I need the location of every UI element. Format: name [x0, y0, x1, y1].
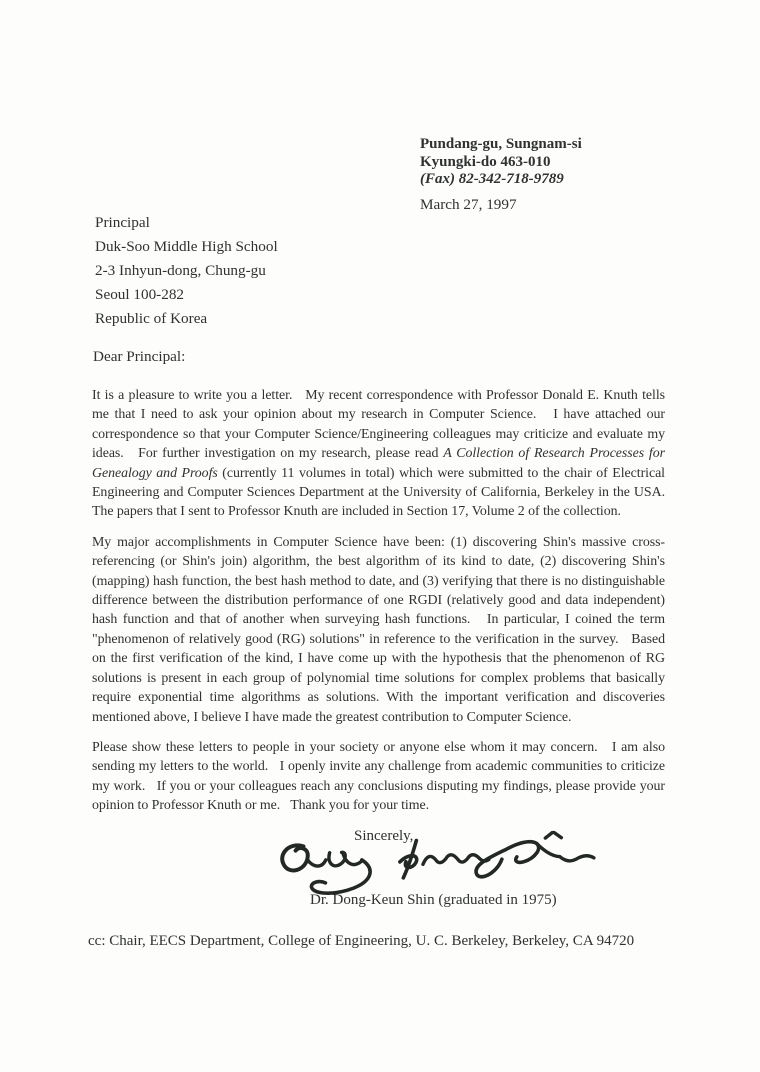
sender-address-block: [420, 136, 582, 213]
book-title-italic: A Collection of Research Processes for Genealogy and Proofs: [92, 446, 669, 481]
letter-date: March 27, 1997: [420, 195, 517, 213]
valediction: Sincerely,: [354, 827, 414, 844]
cc-line: cc: Chair, EECS Department, College of Engineering, U. C. Berkeley, Berkeley, CA 94720: [88, 932, 635, 949]
recipient-address-block: [95, 211, 278, 331]
paragraph-2: My major accomplishments in Computer Science have been: (1) discovering Shin's massive cross-referencing (or Shin's join) algorithm, the best algorithm of its kind to date, (2) discovering Shin's (mapping) hash function, the best hash method to date, and (3) verifying that there is no distinguishable difference between the distribution performance of one RGDI (relatively good and data independent) hash function and that of another when surveying hash functions. In particular, I coined the term "phenomenon of relatively good (RG) solutions" in reference to the verification in the survey. Based on the first verification of the kind, I have come up with the hypothesis that the phenomenon of RG solutions is present in each group of polynomial time solutions for complex problems that basically require exponential time algorithms as solutions. With the important verification and discoveries mentioned above, I believe I have made the greatest contribution to Computer Science.: [92, 534, 669, 725]
paragraph-1-text-continued: (currently 11 volumes in total) which were submitted to the chair of Electrical Engineering and Computer Sciences Department at the University of California, Berkeley in the USA. The papers that I sent to Professor Knuth are included in Section 17, Volume 2 of the collection.: [92, 465, 672, 520]
signer-typed-name: Dr. Dong-Keun Shin (graduated in 1975): [310, 891, 557, 908]
recipient-title: Principal: [95, 214, 150, 231]
sender-fax-line: (Fax) 82-342-718-9789: [420, 171, 564, 187]
salutation: Dear Principal:: [93, 348, 186, 365]
recipient-school: Duk-Soo Middle High School: [95, 238, 278, 255]
handwritten-signature: [273, 829, 597, 899]
letter-body: [88, 386, 672, 950]
paragraph-1: [92, 386, 672, 522]
recipient-street: 2-3 Inhyun-dong, Chung-gu: [95, 262, 266, 279]
sender-address-line: Pundang-gu, Sungnam-si: [420, 136, 582, 152]
recipient-country: Republic of Korea: [95, 310, 208, 327]
recipient-city: Seoul 100-282: [95, 286, 185, 303]
paragraph-3: Please show these letters to people in your society or anyone else whom it may concern. I am also sending my letters to the world. I openly invite any challenge from academic communities to criticize my work. If you or your colleagues reach any conclusions disputing my findings, please provide your opinion to Professor Knuth or me. Thank you for your time.: [92, 739, 669, 814]
closing-block: [92, 828, 665, 909]
paragraph-1-text: It is a pleasure to write you a letter. My recent correspondence with Professor Donald E. Knuth tells me that I need to ask your opinion about my research in Computer Science. I have attached our correspondence so that your Computer Science/Engineering colleagues may criticize and evaluate my ideas. For further investigation on my research, please read: [92, 388, 669, 462]
sender-address-line: Kyungki-do 463-010: [420, 153, 551, 170]
